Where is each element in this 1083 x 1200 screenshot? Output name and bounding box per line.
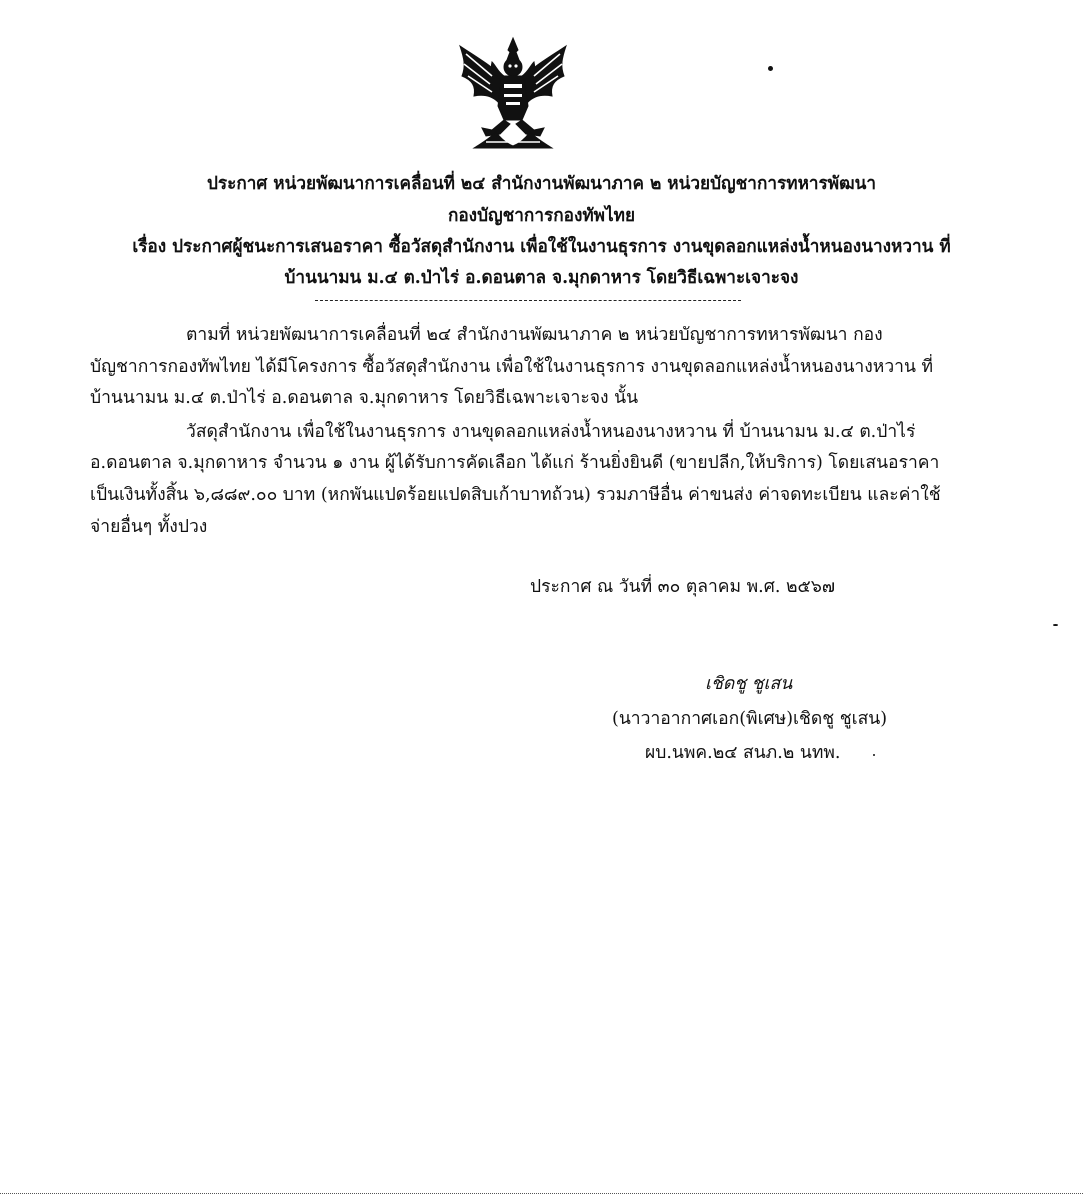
heading-subject-line-1: เรื่อง ประกาศผู้ชนะการเสนอราคา ซื้อวัสดุสำนักงาน เพื่อใช้ในงานธุรการ งานขุดลอกแหล่งน้ำหนองนางหวาน ที่ xyxy=(132,237,951,257)
heading-divider xyxy=(315,300,741,301)
scan-speck xyxy=(768,66,773,71)
scan-speck xyxy=(1053,624,1058,626)
paragraph-1-line-1: ตามที่ หน่วยพัฒนาการเคลื่อนที่ ๒๔ สำนักงานพัฒนาภาค ๒ หน่วยบัญชาการทหารพัฒนา กอง xyxy=(186,325,883,345)
heading-subject-line-2: บ้านนามน ม.๔ ต.ป่าไร่ อ.ดอนตาล จ.มุกดาหาร โดยวิธีเฉพาะเจาะจง xyxy=(284,268,799,288)
paragraph-1-line-2: บัญชาการกองทัพไทย ได้มีโครงการ ซื้อวัสดุสำนักงาน เพื่อใช้ในงานธุรการ งานขุดลอกแหล่งน้ำหนองนางหวาน ที่ xyxy=(90,357,934,377)
garuda-emblem-icon xyxy=(452,36,574,154)
signature-name: เชิดชู ชูเสน xyxy=(705,674,793,694)
paragraph-2-line-1: วัสดุสำนักงาน เพื่อใช้ในงานธุรการ งานขุดลอกแหล่งน้ำหนองนางหวาน ที่ บ้านนามน ม.๔ ต.ป่าไร่ xyxy=(186,422,916,442)
heading-line-1: ประกาศ หน่วยพัฒนาการเคลื่อนที่ ๒๔ สำนักงานพัฒนาภาค ๒ หน่วยบัญชาการทหารพัฒนา xyxy=(206,174,877,194)
heading-line-2: กองบัญชาการกองทัพไทย xyxy=(447,206,636,226)
scan-speck xyxy=(873,754,875,756)
signatory-full-name: (นาวาอากาศเอก(พิเศษ)เชิดชู ชูเสน) xyxy=(612,709,888,729)
announcement-date: ประกาศ ณ วันที่ ๓๐ ตุลาคม พ.ศ. ๒๕๖๗ xyxy=(530,577,835,597)
signatory-position: ผบ.นพค.๒๔ สนภ.๒ นทพ. xyxy=(645,743,841,763)
paragraph-2-line-4: จ่ายอื่นๆ ทั้งปวง xyxy=(90,517,208,537)
paragraph-1-line-3: บ้านนามน ม.๔ ต.ป่าไร่ อ.ดอนตาล จ.มุกดาหาร โดยวิธีเฉพาะเจาะจง นั้น xyxy=(90,388,639,408)
page-bottom-edge xyxy=(0,1193,1083,1194)
paragraph-2-line-3: เป็นเงินทั้งสิ้น ๖,๘๘๙.๐๐ บาท (หกพันแปดร้อยแปดสิบเก้าบาทถ้วน) รวมภาษีอื่น ค่าขนส่ง ค่าจดทะเบียน และค่าใช้ xyxy=(90,485,941,505)
paragraph-2-line-2: อ.ดอนตาล จ.มุกดาหาร จำนวน ๑ งาน ผู้ได้รับการคัดเลือก ได้แก่ ร้านยิ่งยินดี (ขายปลีก,ให้บริการ) โดยเสนอราคา xyxy=(90,453,940,473)
